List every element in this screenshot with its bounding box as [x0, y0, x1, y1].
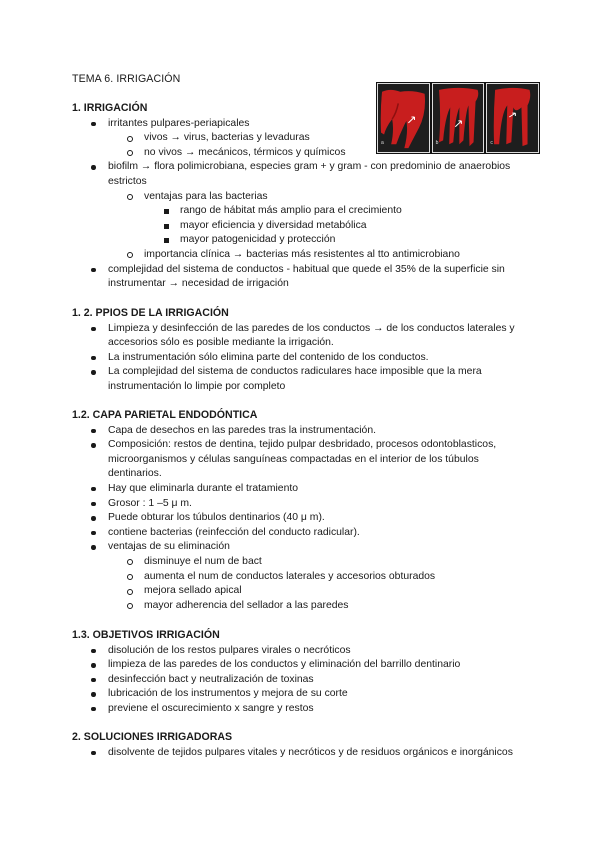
bullet-list: [72, 644, 532, 717]
list-item: Hay que eliminarla durante el tratamiento: [72, 482, 532, 497]
list-item: previene el oscurecimiento x sangre y restos: [72, 702, 532, 717]
list-item: complejidad del sistema de conductos - habitual que quede el 35% de la superficie sin instrumentar → necesidad de irrigación: [72, 263, 532, 292]
list-item: aumenta el num de conductos laterales y accesorios obturados: [72, 570, 532, 585]
list-item: irritantes pulpares-periapicales: [72, 117, 532, 132]
list-item: mayor adherencia del sellador a las paredes: [72, 599, 532, 614]
panel-label-b: b: [435, 140, 439, 147]
section-ppios-irrigacion: [72, 306, 532, 395]
list-item: Grosor : 1 –5 μ m.: [72, 497, 532, 512]
list-item: lubricación de los instrumentos y mejora de su corte: [72, 687, 532, 702]
list-item: Puede obturar los túbulos dentinarios (40 μ m).: [72, 511, 532, 526]
list-item: disminuye el num de bact: [72, 555, 532, 570]
list-item: rango de hábitat más amplio para el crecimiento: [72, 204, 532, 219]
list-item: mayor eficiencia y diversidad metabólica: [72, 219, 532, 234]
list-item: biofilm → flora polimicrobiana, especies gram + y gram - con predominio de anaerobios estrictos: [72, 160, 532, 189]
list-item: Capa de desechos en las paredes tras la instrumentación.: [72, 424, 532, 439]
bullet-list: [72, 117, 532, 292]
section-soluciones-irrigadoras: [72, 730, 532, 760]
list-item: vivos → virus, bacterias y levaduras: [72, 131, 532, 146]
list-item: La instrumentación sólo elimina parte del contenido de los conductos.: [72, 351, 532, 366]
list-item: importancia clínica → bacterias más resistentes al tto antimicrobiano: [72, 248, 532, 263]
section-heading: 2. SOLUCIONES IRRIGADORAS: [72, 731, 233, 743]
section-heading: 1. IRRIGACIÓN: [72, 102, 148, 114]
panel-label-a: a: [381, 140, 384, 147]
bullet-list: [72, 322, 532, 395]
list-item: disolvente de tejidos pulpares vitales y necróticos y de residuos orgánicos e inorgánicos: [72, 746, 532, 761]
list-item: Composición: restos de dentina, tejido pulpar desbridado, procesos odontoblasticos, microorganismos y células sanguíneas compactadas en el interior de los túbulos dentinarios.: [72, 438, 532, 482]
document-title: TEMA 6. IRRIGACIÓN: [72, 73, 181, 85]
list-item: contiene bacterias (reinfección del conducto radicular).: [72, 526, 532, 541]
list-item: La complejidad del sistema de conductos radiculares hace imposible que la mera instrumentación lo limpie por completo: [72, 365, 532, 394]
section-heading: 1.3. OBJETIVOS IRRIGACIÓN: [72, 629, 220, 641]
list-item: ventajas para las bacterias: [72, 190, 532, 205]
list-item: no vivos → mecánicos, térmicos y químicos: [72, 146, 532, 161]
list-item: ventajas de su eliminación: [72, 540, 532, 555]
section-heading: 1.2. CAPA PARIETAL ENDODÓNTICA: [72, 409, 258, 421]
list-item: desinfección bact y neutralización de toxinas: [72, 673, 532, 688]
panel-label-c: c: [490, 140, 493, 147]
section-heading: 1. 2. PPIOS DE LA IRRIGACIÓN: [72, 307, 229, 319]
section-irrigacion: [72, 101, 532, 292]
section-objetivos: [72, 628, 532, 717]
list-item: mayor patogenicidad y protección: [72, 233, 532, 248]
list-item: Limpieza y desinfección de las paredes de los conductos → de los conductos laterales y accesorios sólo es posible mediante la irrigación.: [72, 322, 532, 351]
section-capa-parietal: [72, 408, 532, 613]
bullet-list: [72, 746, 532, 761]
list-item: disolución de los restos pulpares virales o necróticos: [72, 644, 532, 659]
bullet-list: [72, 424, 532, 614]
list-item: limpieza de las paredes de los conductos y eliminación del barrillo dentinario: [72, 658, 532, 673]
list-item: mejora sellado apical: [72, 584, 532, 599]
